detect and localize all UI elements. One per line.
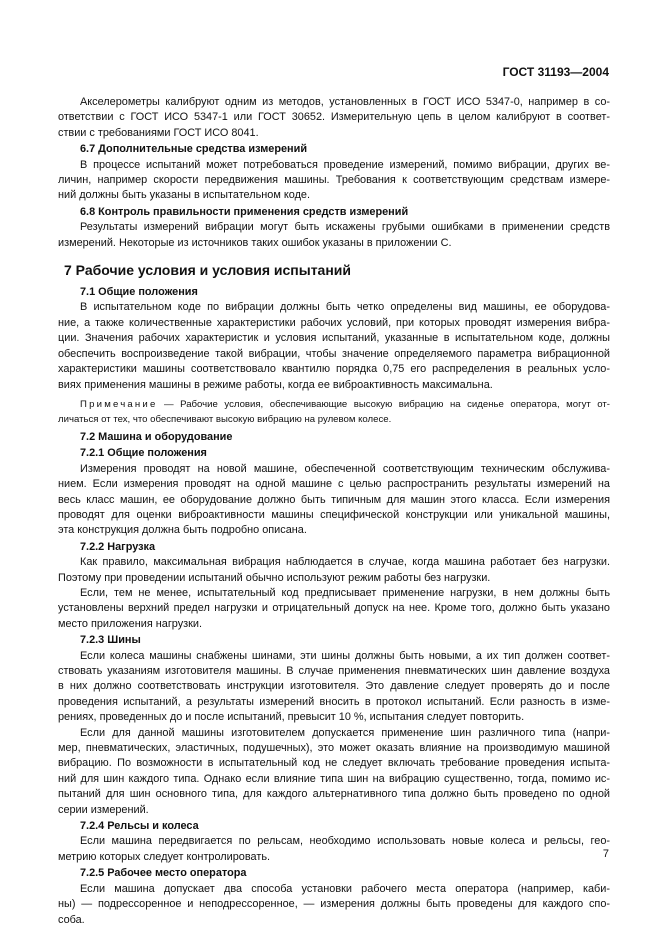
- page-number: 7: [602, 848, 609, 860]
- text-line: ний для шин каждого типа. Однако если влияние типа шин на вибрацию существенно, тогда, помимо ис-: [58, 772, 610, 785]
- text-line: установлены верхний предел нагрузки и отрицательный допуск на нее. Кроме того, должно быть указано: [58, 602, 610, 615]
- subsection-heading: 7.2.2 Нагрузка: [80, 540, 156, 553]
- text-line: метрию которых следует контролировать.: [58, 850, 271, 863]
- text-line: измерений. Некоторые из источников таких ошибок указаны в приложении С.: [58, 236, 452, 249]
- paragraph: [58, 834, 610, 865]
- text-line: проводят для оценки виброактивности машины специфической конструкции или уникальной машины,: [58, 508, 610, 521]
- text-line: ний должны быть указаны в испытательном коде.: [58, 189, 311, 202]
- text-line: ны) — подрессоренное и неподрессоренное, — измерения должны быть проведены для каждого спо-: [58, 898, 610, 911]
- text-line: личаться от тех, что обеспечивают высокую вибрацию на рулевом колесе.: [58, 413, 392, 425]
- text-line: серии измерений.: [58, 803, 149, 816]
- paragraph: [58, 649, 610, 726]
- text-line: Результаты измерений вибрации могут быть искажены грубыми ошибками в применении средств: [80, 221, 610, 234]
- paragraph: [58, 300, 610, 392]
- text-line: в них должно соответствовать инструкции изготовителя. Это давление следует проверять до и после: [58, 680, 610, 693]
- document-header: ГОСТ 31193—2004: [502, 65, 609, 79]
- text-line: Акселерометры калибруют одним из методов, установленных в ГОСТ ИСО 5347-0, например в со-: [80, 96, 610, 108]
- note: [58, 397, 610, 427]
- text-line: В испытательном коде по вибрации должны быть четко определены вид машины, ее оборудова-: [80, 301, 610, 314]
- text-line: Если, тем не менее, испытательный код предписывает применение нагрузки, в нем должны быть: [80, 586, 610, 599]
- text-line: соба.: [58, 913, 85, 926]
- paragraph: [58, 158, 610, 204]
- paragraph: [58, 462, 610, 539]
- text-line: ответствии с ГОСТ ИСО 5347-1 или ГОСТ 30652. Измерительную цепь в целом калибруют в соответ-: [58, 111, 610, 124]
- text-line: Как правило, максимальная вибрация наблюдается в случае, когда машина работает без нагрузки.: [80, 556, 610, 569]
- subsection-heading: 7.2.1 Общие положения: [80, 447, 207, 460]
- subsection-heading: 7.2.5 Рабочее место оператора: [80, 867, 247, 880]
- text-line: нием. Если измерения проводят на одной машине с целью распространить результаты измерений на: [58, 478, 610, 491]
- text-line: личин, например скорости передвижения машины. Требования к соответствующим средствам измере-: [58, 174, 610, 187]
- text-line: виях применения машины в режиме работы, когда ее виброактивность максимальна.: [58, 378, 493, 391]
- text-line: Если для данной машины изготовителем допускается применение шин различного типа (напри-: [80, 726, 610, 739]
- paragraph: [58, 726, 610, 818]
- subsection-heading: 6.8 Контроль правильности применения средств измерений: [80, 205, 409, 218]
- text-line: весь класс машин, ее оборудование должно быть типичным для машин этого класса. Если измерения: [58, 493, 610, 506]
- text-line: характеристики машины соответствовало квантилю порядка 0,75 его распределения в реальных усло-: [58, 363, 610, 376]
- text-line: место приложения нагрузки.: [58, 617, 203, 630]
- paragraph: [58, 95, 610, 141]
- text-line: ствии с требованиями ГОСТ ИСО 8041.: [58, 126, 259, 139]
- paragraph: [58, 882, 610, 928]
- text-line: Если машина передвигается по рельсам, необходимо использовать новые колеса и рельсы, гео-: [80, 835, 610, 848]
- text-line: обеспечить воспроизведение такой вибрации, чтобы значение определяемого параметра вибрационной: [58, 347, 610, 360]
- subsection-heading: 7.2 Машина и оборудование: [80, 430, 233, 443]
- subsection-heading: 7.2.4 Рельсы и колеса: [80, 820, 199, 833]
- subsection-heading: 6.7 Дополнительные средства измерений: [80, 143, 308, 156]
- paragraph: [58, 586, 610, 632]
- subsection-heading: 7.1 Общие положения: [80, 286, 198, 299]
- text-line: пытаний для шин основного типа, для каждого альтернативного типа должно быть проведено по одной: [58, 788, 610, 801]
- text-line: Поэтому при проведении испытаний обычно используют режим работы без нагрузки.: [58, 571, 491, 584]
- text-line: Измерения проводят на новой машине, обеспеченной соответствующим техническим обслужива-: [80, 462, 610, 475]
- text-line: В процессе испытаний может потребоваться проведение измерений, помимо вибрации, других ве-: [80, 158, 610, 171]
- document-body: [58, 95, 610, 928]
- note-text: — Рабочие условия, обеспечивающие высокую вибрацию на сиденье оператора, могут от-: [157, 398, 610, 410]
- text-line: рениях, проведенных до и после испытаний, превысит 10 %, испытания следует повторить.: [58, 711, 525, 724]
- subsection-heading: 7.2.3 Шины: [80, 634, 141, 647]
- paragraph: [58, 220, 610, 251]
- text-line: вибрацию. По возможности в испытательный код не следует включать требование проведения испыта-: [58, 757, 610, 770]
- section-heading: 7 Рабочие условия и условия испытаний: [64, 262, 351, 279]
- note-label: Примечание: [80, 398, 158, 410]
- text-line: Если колеса машины снабжены шинами, эти шины должны быть новыми, а их тип должен соответ-: [80, 649, 610, 662]
- text-line: ние, а также количественные характеристики рабочих условий, при которых проводят измерения вибра-: [58, 316, 610, 329]
- text-line: Если машина допускает два способа установки рабочего места оператора (например, каби-: [80, 882, 610, 895]
- text-line: проведения испытаний, а результаты измерений вносить в протокол испытаний. Если разность в изме-: [58, 695, 610, 708]
- paragraph: [58, 555, 610, 586]
- text-line: мер, пневматических, эластичных, подушечных), это может оказать влияние на производимую машиной: [58, 742, 610, 755]
- text-line: [58, 397, 610, 412]
- text-line: ствовать указаниям изготовителя машины. В случае применения пневматических шин давление воздуха: [58, 665, 610, 677]
- text-line: ции. Значения рабочих характеристик и условия испытаний, указанные в испытательном коде, должны: [58, 332, 610, 345]
- text-line: эта конструкция должна быть подробно описана.: [58, 524, 307, 537]
